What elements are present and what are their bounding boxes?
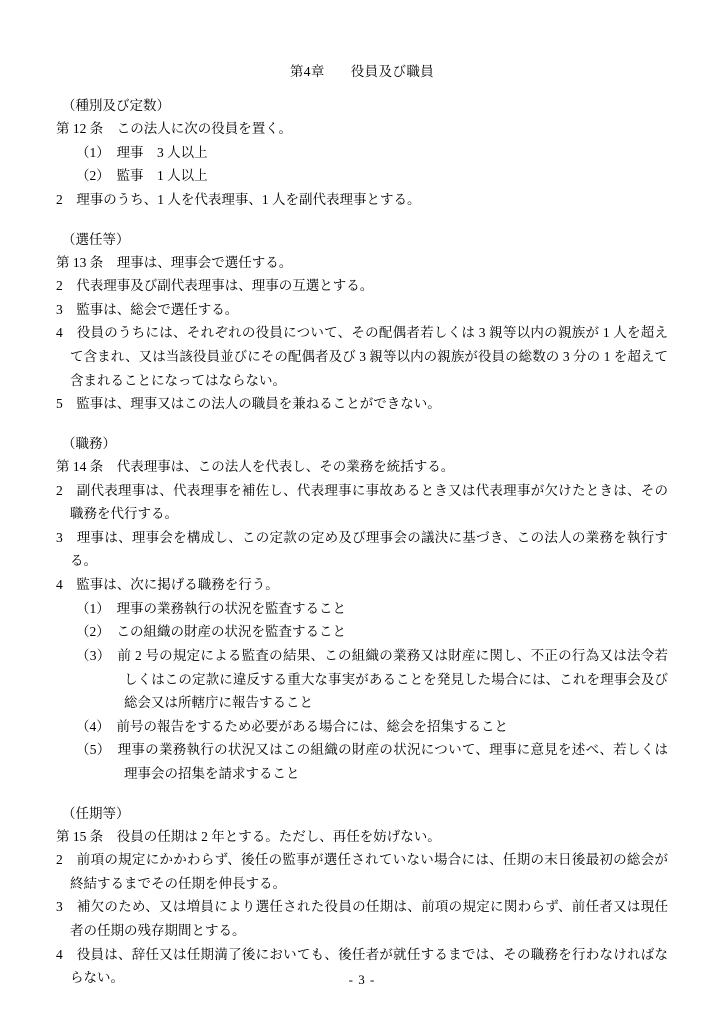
section-heading: （職務）: [62, 435, 116, 451]
section-spacer: [56, 786, 668, 804]
paragraph: （4） 前号の報告をするため必要がある場合には、総会を招集すること: [76, 718, 508, 734]
paragraph: （3） 前 2 号の規定による監査の結果、この組織の業務又は財産に関し、不正の行為又は法令若しくはこの定款に違反する重大な事実があることを発見した場合には、これを理事会及び総会又は所轄庁に報告すること: [76, 647, 668, 711]
paragraph: 4 監事は、次に掲げる職務を行う。: [56, 577, 279, 593]
paragraph: 2 前項の規定にかかわらず、後任の監事が選任されていない場合には、任期の末日後最初の総会が終結するまでその任期を伸長する。: [56, 852, 668, 891]
paragraph: （2） この組織の財産の状況を監査すること: [76, 624, 346, 640]
paragraph: 5 監事は、理事又はこの法人の職員を兼ねることができない。: [56, 396, 441, 412]
paragraph: 3 補欠のため、又は増員により選任された役員の任期は、前項の規定に関わらず、前任者又は現任者の任期の残存期間とする。: [56, 899, 668, 939]
paragraph: 2 理事のうち、1 人を代表理事、1 人を副代表理事とする。: [56, 192, 421, 208]
paragraph: 第 15 条 役員の任期は 2 年とする。ただし、再任を妨げない。: [56, 828, 441, 844]
page-number: - 3 -: [348, 972, 376, 987]
paragraph: 第 14 条 代表理事は、この法人を代表し、その業務を統括する。: [56, 458, 455, 474]
paragraph: （1） 理事の業務執行の状況を監査すること: [76, 600, 346, 616]
chapter-name: 役員及び職員: [350, 64, 435, 79]
section-spacer: [56, 212, 668, 230]
paragraph: 第 13 条 理事は、理事会で選任する。: [56, 254, 293, 270]
paragraph: 4 役員は、辞任又は任期満了後においても、後任者が就任するまでは、その職務を行わなければならない。: [56, 946, 668, 986]
paragraph: （5） 理事の業務執行の状況又はこの組織の財産の状況について、理事に意見を述べ、若しくは理事会の招集を請求すること: [76, 742, 668, 782]
paragraph: 第 12 条 この法人に次の役員を置く。: [56, 121, 292, 137]
section-heading: （選任等）: [62, 231, 130, 247]
paragraph: 3 監事は、総会で選任する。: [56, 301, 239, 317]
paragraph: 3 理事は、理事会を構成し、この定款の定め及び理事会の議決に基づき、この法人の業務を執行する。: [56, 529, 668, 569]
paragraph: 2 副代表理事は、代表理事を補佐し、代表理事に事故あるとき又は代表理事が欠けたときは、その職務を代行する。: [56, 482, 668, 522]
chapter-title: [56, 62, 668, 82]
paragraph: 4 役員のうちには、それぞれの役員について、その配偶者若しくは 3 親等以内の親族が 1 人を超えて含まれ、又は当該役員並びにその配偶者及び 3 親等以内の親族が役員の総数の 3 分の 1 を超えて含まれることになってはならない。: [56, 325, 668, 388]
paragraph: 2 代表理事及び副代表理事は、理事の互選とする。: [56, 278, 374, 294]
section-spacer: [56, 416, 668, 434]
section-heading: （任期等）: [62, 805, 130, 821]
paragraph: （1） 理事 3 人以上: [76, 144, 208, 160]
chapter-number: 第4章: [289, 64, 325, 79]
paragraph: （2） 監事 1 人以上: [76, 168, 208, 184]
section-heading: （種別及び定数）: [62, 98, 170, 114]
document-body: [56, 96, 668, 990]
